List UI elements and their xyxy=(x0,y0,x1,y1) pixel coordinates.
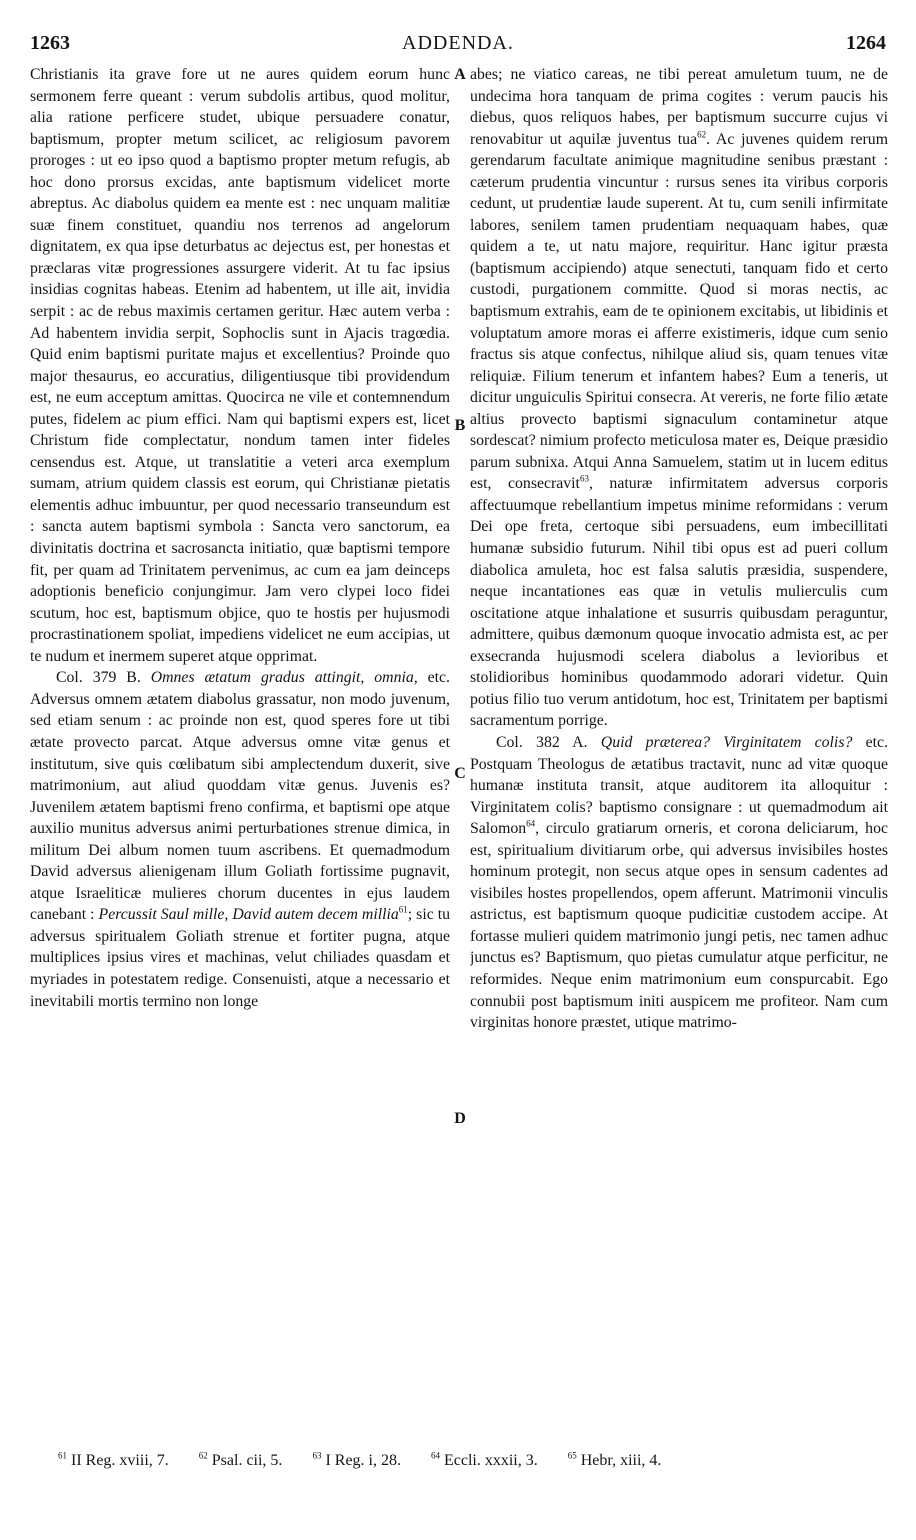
footnote-ref: 64 xyxy=(526,818,536,829)
right-paragraph-1 xyxy=(470,64,888,732)
left-paragraph-1: Christianis ita grave fore ut ne aures quidem eorum hunc sermonem ferre queant : verum subdolis artibus, quod molitur, alia ratione perficere studet, ubique persuadere conatur, baptismum, propter metum scilicet, ac religiosum pavorem proroges : ut eo ipso quod a baptismo propter metum refugis, ab hoc dono prorsus excidas, ante baptismum videlicet morte abreptus. Ac diabolus quidem ea mente est : nec unquam malitiæ suæ finem constituet, quandiu nos terrenos ad angelorum dignitatem, ex qua ipse deturbatus ac dejectus est, per honestas et præclaras vitæ progressiones assurgere viderit. At tu fac ipsius insidias cognitas habeas. Etenim ad habentem, ut ille ait, invidia serpit : ac de rebus maximis certamen geritur. Hæc autem verba : Ad habentem invidia serpit, Sophoclis sunt in Ajacis tragœdia. Quid enim baptismi puritate majus et excellentius? Proinde quo major thesaurus, eo accuratius, diligentiusque tibi providendum est, ne eum acceptum amittas. Quocirca ne vile et contemnendum putes, fidelem ac pium effici. Nam qui baptismi expers est, licet Christum fide complectatur, nondum tamen inter fideles censendus est. Atque, ut translatitie a veteri arca exemplum sumam, atrium quidem classis est eorum, qui Christianæ pietatis elementis adhuc imbuuntur, per quod necessario transeundum est : sancta autem baptismi symbola : Sancta vero sanctorum, ea divinitatis doctrina et sacrosancta initiatio, quæ baptismi tempore fit, per quam ad Trinitatem pervenimus, ac cum ea jam deinceps adoptionis beneficio conjungimur. Jam vero clypei loco fidei scutum, hoc est, baptismum objice, quo te hostis per hujusmodi procrastinationem spoliat, impediens videlicet ne eum accipias, ut te nudum et inermem superet atque opprimat. xyxy=(30,66,450,665)
footnote xyxy=(431,1452,538,1469)
footnote-number: 65 xyxy=(567,1450,577,1461)
footnote-number: 64 xyxy=(430,1450,440,1461)
footnote xyxy=(312,1452,401,1469)
section-marker-a: A xyxy=(454,66,466,83)
paragraph-text: abes; ne viatico careas, ne tibi pereat amuletum tuum, ne de undecima hora tanquam de prima cogites : verum paucis his diebus, quos reliquos habes, per baptismum succurre cujus vi renovabitur ut aquilæ juventus tua xyxy=(470,66,888,148)
footnote-ref: 62 xyxy=(697,129,707,140)
footnote-text: Eccli. xxxii, 3. xyxy=(443,1452,538,1469)
left-column xyxy=(30,64,450,1442)
footnote-number: 62 xyxy=(198,1450,208,1461)
paragraph-text: , naturæ infirmitatem adversus corporis affectuumque rebellantium impetus minime reformidans : verum Dei ope freta, certoque sibi persuadens, eum imbecillitati humanæ subsidio futurum. Nihil tibi opus est ad pueri collum diabolica amuleta, hoc est falsa salutis præsidia, suspendere, neque incantationes eas quæ in vetulis mulierculis cum oscitatione atque inhalatione et susurris quibusdam peraguntur, admittere, quibus dæmonum quoque invocatio admista est, ac per exsecranda hujusmodi scelera diabolus a levioribus et stolidioribus hominibus quodammodo adorari videtur. Quin potius filio tuo verum antidotum, hoc est, Trinitatem per baptismi sacramentum porrige. xyxy=(470,475,888,730)
footnote xyxy=(58,1452,169,1469)
footnotes xyxy=(58,1452,886,1470)
footnote-number: 61 xyxy=(58,1450,67,1461)
paragraph-text: . Ac juvenes quidem rerum gerendarum facultate animique magnitudine senibus præstant : cæterum prudentia vincuntur : rursus senes ita viribus corporis cedunt, ut prudentiæ laude superent. At tu, cum senili infirmitate labores, senilem tamen prudentiam nequaquam habes, quæ quidem a te, ut natu majore, requiritur. Hanc igitur præsta (baptismum accipiendo) atque senectuti, tanquam fido et certo custodi, purgationem committe. Quod si moras nectis, ac baptismum extrahis, eam de te opinionem excitabis, ut libidinis et voluptatum amore moras ei afferre existimeris, idque cum senio fractus sis atque confectus, nihilque aliud sis, quam tenues vitæ reliquiæ. Filium tenerum et infantem habes? Eum a teneris, ut dicitur unguiculis Spiritui consecra. At vereris, ne forte filio ætate altius provecto baptismi signaculum contaminetur atque sordescat? nimium profecto meticulosa mater es, Deique præsidio parum subnixa. Atqui Anna Samuelem, statim ut in lucem editus est, consecravit xyxy=(470,130,888,493)
lemma: Quid præterea? Virginitatem colis? xyxy=(600,733,853,751)
left-paragraph-2 xyxy=(30,667,450,1012)
paragraph-text: etc. Adversus omnem ætatem diabolus grassatur, non modo juvenum, sed etiam senum : ac proinde non est, quod speres fore ut tibi ætate provecto parcat. Atque adversus omne vitæ genus et institutum, sive quis cœlibatum sibi amplectendum duxerit, sive matrimonium, aut aliud quoddam vitæ genus. Juvenis es? Juvenilem ætatem baptismi freno confirma, et baptismi ope atque auxilio munitus adversus animi perturbationes strenue dimica, in militum Dei album nomen tuum ascribens. Et quemadmodum David adversus alienigenam illum Goliath fortissime pugnavit, atque Israeliticæ mulieres chorum ducentes in ejus laudem canebant : xyxy=(30,669,450,924)
footnote-text: II Reg. xviii, 7. xyxy=(71,1452,169,1469)
paragraph-text: ; sic tu adversus spiritualem Goliath strenue et fortiter pugna, atque multiplices ipsius vires et machinas, velut chiliades quasdam et myriades in potestatem redige. Consenuisti, atque a necessario et inevitabili mortis termino non longe xyxy=(30,906,450,1010)
section-marker-d: D xyxy=(454,1110,466,1127)
footnote-text: I Reg. i, 28. xyxy=(325,1452,401,1469)
right-page-number: 1264 xyxy=(846,32,886,54)
quotation: Percussit Saul mille, David autem decem millia xyxy=(98,906,399,924)
footnote-ref: 61 xyxy=(398,905,408,916)
right-paragraph-2 xyxy=(470,732,888,1034)
column-reference: Col. 379 B. xyxy=(56,669,141,687)
footnote-ref: 63 xyxy=(579,474,589,485)
column-reference: Col. 382 A. xyxy=(496,733,588,751)
footnote-number: 63 xyxy=(312,1450,322,1461)
footnote xyxy=(199,1452,283,1469)
paragraph-text: , circulo gratiarum orneris, et corona deliciarum, hoc est, spiritualium divitiarum orbe, qui adversus invisibiles hostes hominum protegit, non secus atque opes in sensum cadentes ad visibiles hostes propellendos, opem afferunt. Matrimonii vinculis astrictus, est baptismum quoque pudicitiæ custodem accipe. At fortasse mulieri quidem matrimonio jungi petis, nec tamen adhuc junctus es? Baptismum, quo pietas cumulatur atque perficitur, ne reformides. Neque enim matrimonium eum conspurcabit. Ego connubii post baptismum initi auspicem me profiteor. Nam cum virginitas honore præstet, utique matrimo- xyxy=(470,820,888,1032)
left-page-number: 1263 xyxy=(30,32,70,54)
right-column xyxy=(470,64,888,1442)
footnote-text: Psal. cii, 5. xyxy=(211,1452,283,1469)
footnote xyxy=(568,1452,662,1469)
paragraph-text: etc. Postquam Theologus de ætatibus tractavit, nunc ad vitæ quoque humanæ instituta transit, atque auditorem ita alloquitur : Virginitatem colis? baptismo consignare : ut quemadmodum ait Salomon xyxy=(470,733,888,838)
section-marker-c: C xyxy=(454,765,466,782)
lemma: Omnes ætatum gradus attingit, omnia, xyxy=(150,669,418,687)
page-header xyxy=(30,32,886,58)
footnote-text: Hebr, xiii, 4. xyxy=(580,1452,662,1469)
section-marker-b: B xyxy=(454,417,466,434)
running-title: ADDENDA. xyxy=(402,32,514,54)
